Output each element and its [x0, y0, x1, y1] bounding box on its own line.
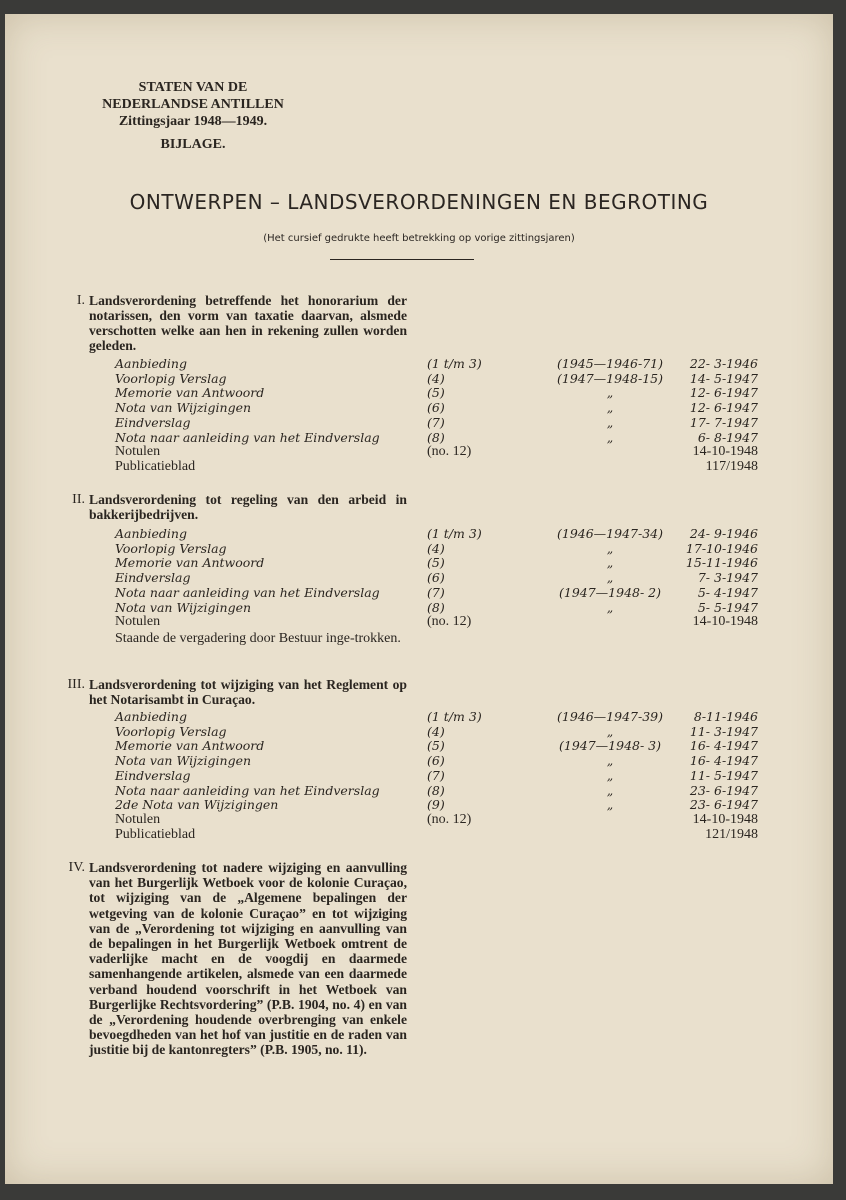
row-zitting: (1947—1948-15): [556, 370, 663, 386]
row-label: Nota naar aanleiding van het Eindverslag: [115, 782, 380, 798]
table-row: [5, 783, 833, 798]
section-number: II.: [72, 492, 85, 507]
row-datum: 5- 5-1947: [697, 599, 758, 615]
row-zitting: (1945—1946-71): [556, 356, 663, 371]
table-row: [5, 570, 833, 585]
row-ref: (4): [427, 723, 445, 739]
table-row: [5, 526, 833, 541]
table-row: [5, 444, 833, 459]
table-row: [5, 356, 833, 371]
row-label: Nota naar aanleiding van het Eindverslag: [115, 429, 380, 445]
row-datum: 121/1948: [705, 826, 758, 842]
row-label: Voorlopig Verslag: [115, 540, 227, 556]
table-row: [5, 724, 833, 739]
row-zitting: „: [606, 385, 614, 401]
row-ref: (8): [427, 782, 445, 798]
row-ref: (6): [427, 570, 445, 586]
row-label: Notulen: [115, 614, 161, 630]
table-row: [5, 768, 833, 783]
row-label: Nota van Wijzigingen: [115, 753, 252, 769]
row-datum: 24- 9-1946: [689, 526, 758, 541]
section-title: Landsverordening betreffende het honorarium der notarissen, den vorm van taxatie daarvan, alsmede verschotten welke aan hen in rekening zullen worden geleden.: [89, 293, 407, 353]
row-ref: (7): [427, 767, 445, 783]
row-ref: (7): [427, 414, 445, 430]
table-row: [5, 614, 833, 629]
row-datum: 8-11-1946: [693, 709, 758, 724]
row-label: Voorlopig Verslag: [115, 723, 227, 739]
row-ref: (4): [427, 370, 445, 386]
row-datum: 14- 5-1947: [689, 370, 758, 386]
row-ref: (1 t/m 3): [427, 356, 482, 371]
row-ref: (5): [427, 555, 445, 571]
row-label: Aanbieding: [115, 356, 187, 371]
header-block: [67, 79, 319, 153]
section-number: I.: [76, 293, 85, 308]
row-datum: 15-11-1946: [685, 555, 758, 571]
row-datum: 14-10-1948: [692, 444, 758, 460]
row-ref: (7): [427, 584, 445, 600]
row-datum: 12- 6-1947: [689, 400, 758, 416]
row-datum: 11- 3-1947: [689, 723, 758, 739]
page-title: ONTWERPEN – LANDSVERORDENINGEN EN BEGROTING: [129, 190, 709, 214]
table-row: [5, 400, 833, 415]
section-title: Landsverordening tot nadere wijziging en aanvulling van het Burgerlijk Wetboek voor de kolonie Curaçao, tot wijziging van de „Algemene bepalingen der wetgeving van de kolonie Curaçao” en tot wijziging van de „Verordening tot wijziging en aanvulling van de bepalingen in het Burgerlijk Wetboek omtrent de vaderlijke macht en de voogdij en daarmede samenhangende artikelen, alsmede van een daarmede verband houdend voorschrift in het Wetboek van Burgerlijke Rechtsvordering” (P.B. 1904, no. 4) en van de „Verordening houdende overbrenging van enkele bevoegdheden van het hof van justitie en de raden van justitie bij de kantonregters” (P.B. 1905, no. 11).: [89, 860, 407, 1058]
row-ref: (1 t/m 3): [427, 709, 482, 724]
table-row: [5, 555, 833, 570]
row-label: Nota naar aanleiding van het Eindverslag: [115, 584, 380, 600]
table-row: [5, 738, 833, 753]
table-row: [5, 415, 833, 430]
row-datum: 17-10-1946: [685, 540, 758, 556]
row-ref: (no. 12): [427, 614, 472, 630]
table-row: [5, 385, 833, 400]
row-datum: 6- 8-1947: [697, 429, 758, 445]
row-ref: (6): [427, 400, 445, 416]
row-ref: (4): [427, 540, 445, 556]
header-line-3: Zittingsjaar 1948—1949.: [118, 114, 268, 129]
row-zitting: „: [606, 570, 614, 586]
row-datum: 14-10-1948: [692, 614, 758, 630]
row-zitting: „: [606, 414, 614, 430]
row-zitting: „: [606, 767, 614, 783]
row-ref: (8): [427, 599, 445, 615]
row-zitting: „: [606, 753, 614, 769]
row-label: Voorlopig Verslag: [115, 370, 227, 386]
header-line-2: NEDERLANDSE ANTILLEN: [102, 97, 284, 112]
row-label: Notulen: [115, 444, 161, 460]
row-label: Publicatieblad: [115, 826, 196, 842]
row-ref: (no. 12): [427, 811, 472, 827]
row-datum: 5- 4-1947: [697, 584, 758, 600]
row-zitting: „: [606, 555, 614, 571]
row-zitting: „: [606, 540, 614, 556]
row-zitting: „: [606, 429, 614, 445]
row-label: Eindverslag: [115, 414, 191, 430]
row-zitting: „: [606, 797, 614, 813]
row-label: Nota van Wijzigingen: [115, 400, 252, 416]
row-datum: 16- 4-1947: [689, 753, 758, 769]
table-row: [5, 585, 833, 600]
header-line-1: STATEN VAN DE: [138, 80, 248, 95]
row-datum: 12- 6-1947: [689, 385, 758, 401]
row-ref: (5): [427, 738, 445, 754]
row-zitting: „: [606, 599, 614, 615]
row-label: 2de Nota van Wijzigingen: [115, 797, 279, 813]
row-label: Eindverslag: [115, 767, 191, 783]
row-datum: 22- 3-1946: [689, 356, 758, 371]
section-title: Landsverordening tot wijziging van het Reglement op het Notarisambt in Curaçao.: [89, 677, 407, 707]
table-row: [5, 459, 833, 474]
divider-rule: [330, 259, 474, 260]
row-zitting: (1946—1947-39): [556, 709, 663, 724]
row-datum: 11- 5-1947: [689, 767, 758, 783]
row-ref: (no. 12): [427, 444, 472, 460]
row-label: Publicatieblad: [115, 458, 196, 474]
table-row: [5, 600, 833, 615]
table-row: [5, 812, 833, 827]
row-ref: (8): [427, 429, 445, 445]
row-label: Memorie van Antwoord: [115, 555, 265, 571]
section-note: Staande de vergadering door Bestuur inge-trokken.: [115, 631, 401, 646]
row-zitting: „: [606, 782, 614, 798]
row-datum: 14-10-1948: [692, 811, 758, 827]
row-label: Memorie van Antwoord: [115, 738, 265, 754]
row-datum: 23- 6-1947: [689, 797, 758, 813]
row-label: Aanbieding: [115, 526, 187, 541]
table-row: [5, 709, 833, 724]
row-datum: 23- 6-1947: [689, 782, 758, 798]
row-ref: (6): [427, 753, 445, 769]
page-subtitle: (Het cursief gedrukte heeft betrekking op vorige zittingsjaren): [263, 233, 575, 244]
row-ref: (9): [427, 797, 445, 813]
row-label: Notulen: [115, 811, 161, 827]
document-page: [5, 14, 833, 1184]
row-datum: 117/1948: [705, 458, 758, 474]
row-datum: 17- 7-1947: [689, 414, 758, 430]
section-title: Landsverordening tot regeling van den arbeid in bakkerijbedrijven.: [89, 492, 407, 522]
section-number: IV.: [68, 860, 85, 875]
table-row: [5, 541, 833, 556]
table-row: [5, 797, 833, 812]
row-label: Nota van Wijzigingen: [115, 599, 252, 615]
table-row: [5, 753, 833, 768]
header-bijlage: BIJLAGE.: [160, 137, 226, 152]
table-row: [5, 827, 833, 842]
section-number: III.: [67, 677, 85, 692]
row-ref: (1 t/m 3): [427, 526, 482, 541]
table-row: [5, 371, 833, 386]
row-ref: (5): [427, 385, 445, 401]
row-zitting: (1946—1947-34): [556, 526, 663, 541]
row-zitting: „: [606, 400, 614, 416]
row-zitting: „: [606, 723, 614, 739]
row-label: Memorie van Antwoord: [115, 385, 265, 401]
row-zitting: (1947—1948- 2): [558, 584, 662, 600]
row-label: Eindverslag: [115, 570, 191, 586]
row-label: Aanbieding: [115, 709, 187, 724]
row-zitting: (1947—1948- 3): [558, 738, 662, 754]
row-datum: 7- 3-1947: [697, 570, 758, 586]
row-datum: 16- 4-1947: [689, 738, 758, 754]
table-row: [5, 430, 833, 445]
